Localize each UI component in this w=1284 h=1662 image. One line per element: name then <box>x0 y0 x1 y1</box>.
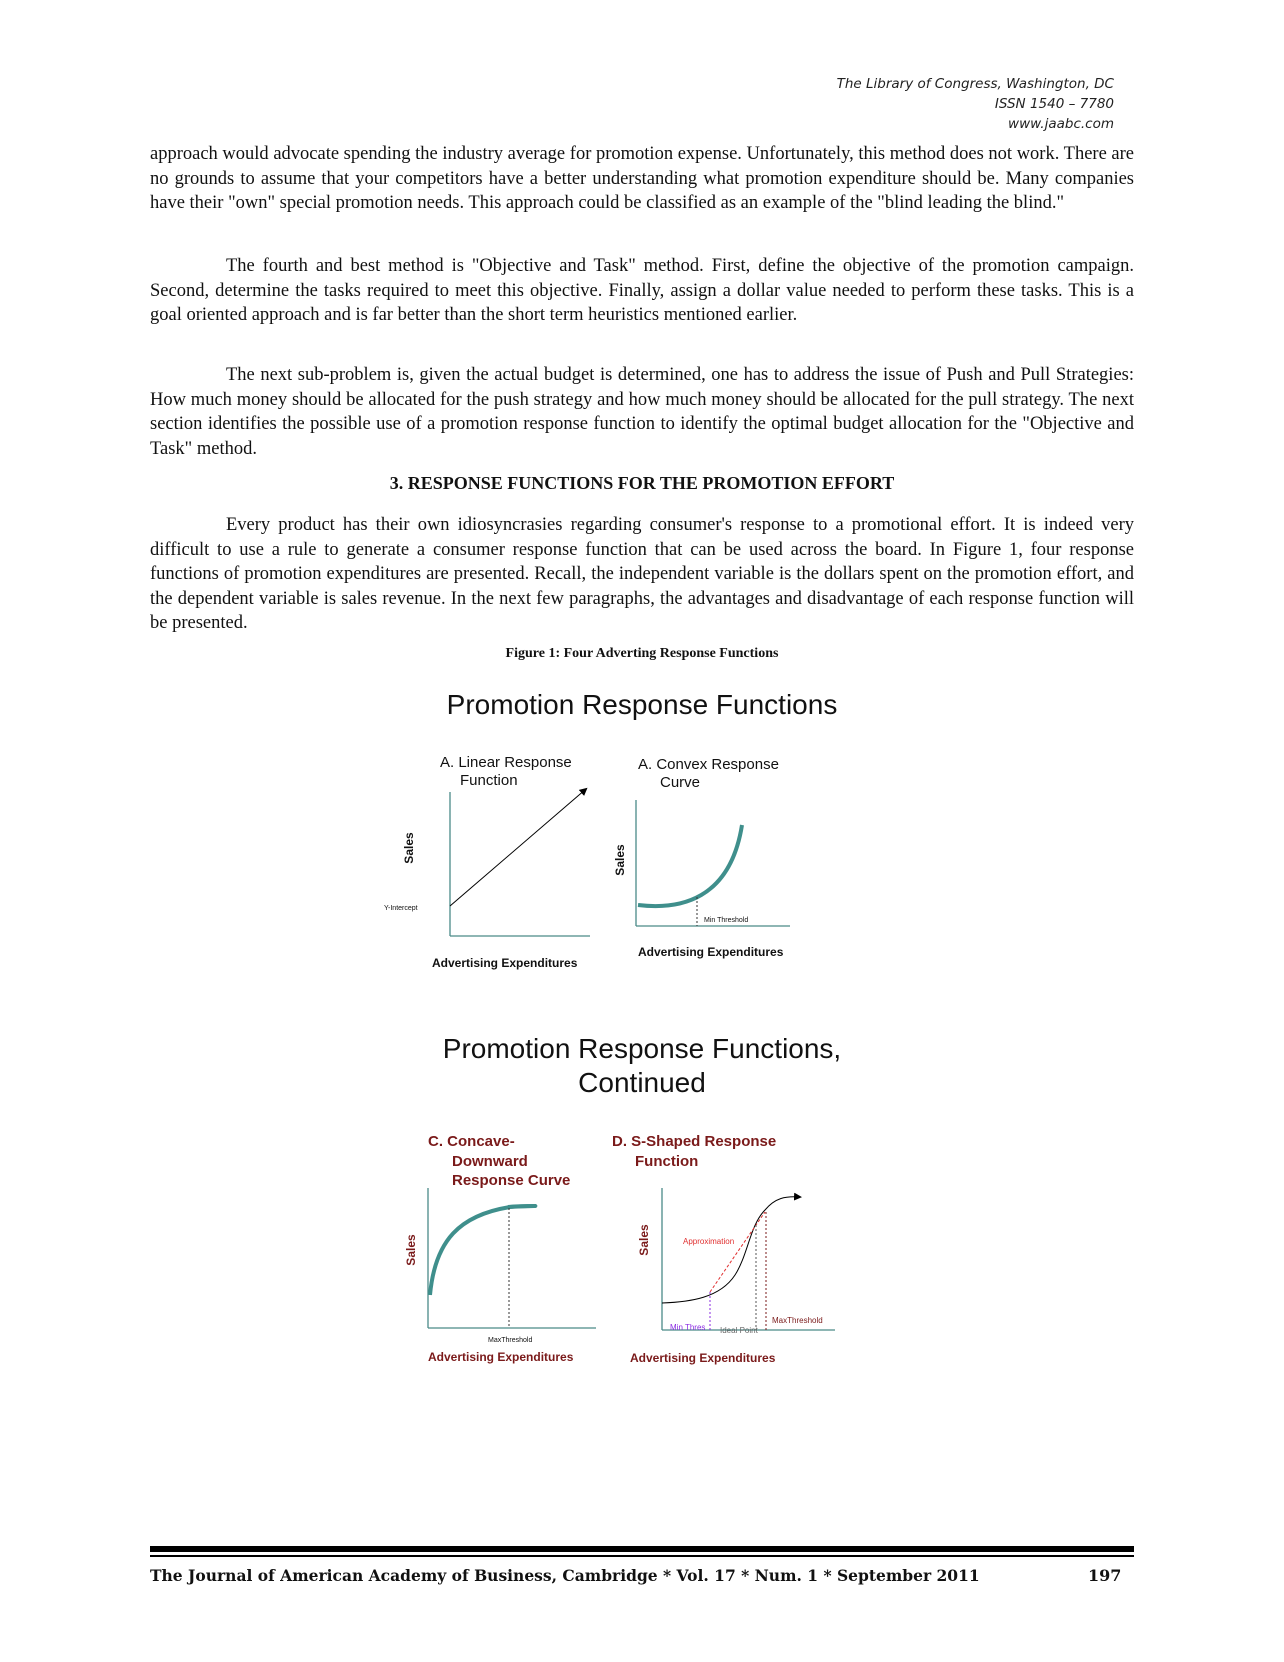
panel-d-min-label: Min Thres <box>670 1323 706 1332</box>
panel-a-x-label: Advertising Expenditures <box>432 956 578 970</box>
header-line-3: www.jaabc.com <box>1008 116 1114 132</box>
figure-panels-ab <box>380 740 840 1040</box>
paragraph-4-text: Every product has their own idiosyncrasies regarding consumer's response to a promotional effort. It is indeed very difficult to use a rule to generate a consumer response function that can be used across the board. In Figure 1, four response functions of promotion expenditures are presented. Recall, the independent variable is the dollars spent on the promotion effort, and the dependent variable is sales revenue. In the next few paragraphs, the advantages and disadvantage of each response function will be presented. <box>150 515 1134 633</box>
panel-a-title-line-2: Function <box>460 772 518 789</box>
panel-a-line <box>450 789 586 906</box>
panel-b-x-label: Advertising Expenditures <box>638 945 784 959</box>
paragraph-4 <box>150 513 1134 636</box>
page-number: 197 <box>1088 1566 1122 1585</box>
panel-d-x-label: Advertising Expenditures <box>630 1351 776 1365</box>
panel-d-title-line-1: D. S-Shaped Response <box>612 1133 777 1150</box>
panel-c-x-label: Advertising Expenditures <box>428 1350 574 1364</box>
panel-b-threshold-label: Min Threshold <box>704 917 749 924</box>
figure-panels-cd <box>380 1120 880 1380</box>
slide-2-title <box>150 1032 1134 1100</box>
panel-d-s-shaped <box>612 1133 835 1365</box>
panel-c-title-line-2: Downward <box>452 1153 528 1170</box>
paragraph-1-text: approach would advocate spending the industry average for promotion expense. Unfortunately, this method does not work. There are no grounds to assume that your competitors have a better understanding what promotion expenditure should be. Many companies have their "own" special promotion needs. This approach could be classified as an example of the "blind leading the blind." <box>150 144 1134 213</box>
panel-d-y-label: Sales <box>637 1224 651 1256</box>
header-line-2: ISSN 1540 – 7780 <box>994 96 1114 112</box>
paragraph-2-text: The fourth and best method is "Objective and Task" method. First, define the objective of the promotion campaign. Second, determine the tasks required to meet this objective. Finally, assign a dollar value needed to perform these tasks. This is a goal oriented approach and is far better than the short term heuristics mentioned earlier. <box>150 256 1134 325</box>
panel-a-title-line-1: A. Linear Response <box>440 754 572 771</box>
paragraph-2 <box>150 254 1134 328</box>
panel-b-convex <box>613 756 790 959</box>
figure-caption: Figure 1: Four Adverting Response Functions <box>505 646 779 661</box>
footer-rule-thin <box>150 1555 1134 1557</box>
panel-d-ideal-label: Ideal Point <box>720 1326 758 1335</box>
slide-2-title-line-2: Continued <box>578 1067 706 1098</box>
slide-1-title: Promotion Response Functions <box>446 689 838 720</box>
panel-b-curve <box>638 825 742 906</box>
section-heading: 3. RESPONSE FUNCTIONS FOR THE PROMOTION EFFORT <box>389 473 895 493</box>
panel-b-title-line-2: Curve <box>660 774 701 791</box>
slide-2-title-line-1: Promotion Response Functions, <box>442 1033 842 1064</box>
panel-a-y-label: Sales <box>402 832 416 864</box>
paragraph-3-text: The next sub-problem is, given the actual budget is determined, one has to address the issue of Push and Pull Strategies: How much money should be allocated for the push strategy and how much money should be allocated for the pull strategy. The next section identifies the possible use of a promotion response function to identify the optimal budget allocation for the "Objective and Task" method. <box>150 365 1134 459</box>
panel-b-y-label: Sales <box>613 844 627 876</box>
footer-journal: The Journal of American Academy of Business, Cambridge * Vol. 17 * Num. 1 * September 2011 <box>150 1566 980 1585</box>
panel-b-title-line-1: A. Convex Response <box>638 756 779 773</box>
panel-a-intercept-label: Y-Intercept <box>384 905 418 912</box>
paragraph-3 <box>150 363 1134 461</box>
panel-d-max-label: MaxThreshold <box>772 1316 823 1325</box>
panel-c-concave <box>404 1133 596 1364</box>
panel-c-threshold-label: MaxThreshold <box>488 1337 533 1344</box>
panel-c-curve-end <box>508 1206 534 1207</box>
panel-d-title-line-2: Function <box>635 1153 699 1170</box>
panel-a-linear <box>384 754 590 970</box>
running-header <box>837 74 1114 134</box>
paragraph-1 <box>150 142 1134 216</box>
panel-c-title-line-3: Response Curve <box>452 1172 571 1189</box>
header-line-1: The Library of Congress, Washington, DC <box>836 76 1114 92</box>
panel-c-curve-arc <box>430 1206 535 1295</box>
panel-d-s-curve <box>662 1197 800 1303</box>
panel-d-approx-label: Approximation <box>683 1237 735 1246</box>
footer-rule-thick <box>150 1546 1134 1552</box>
panel-c-y-label: Sales <box>404 1234 418 1266</box>
panel-c-title-line-1: C. Concave- <box>428 1133 515 1150</box>
panel-d-approx-line <box>710 1212 765 1292</box>
